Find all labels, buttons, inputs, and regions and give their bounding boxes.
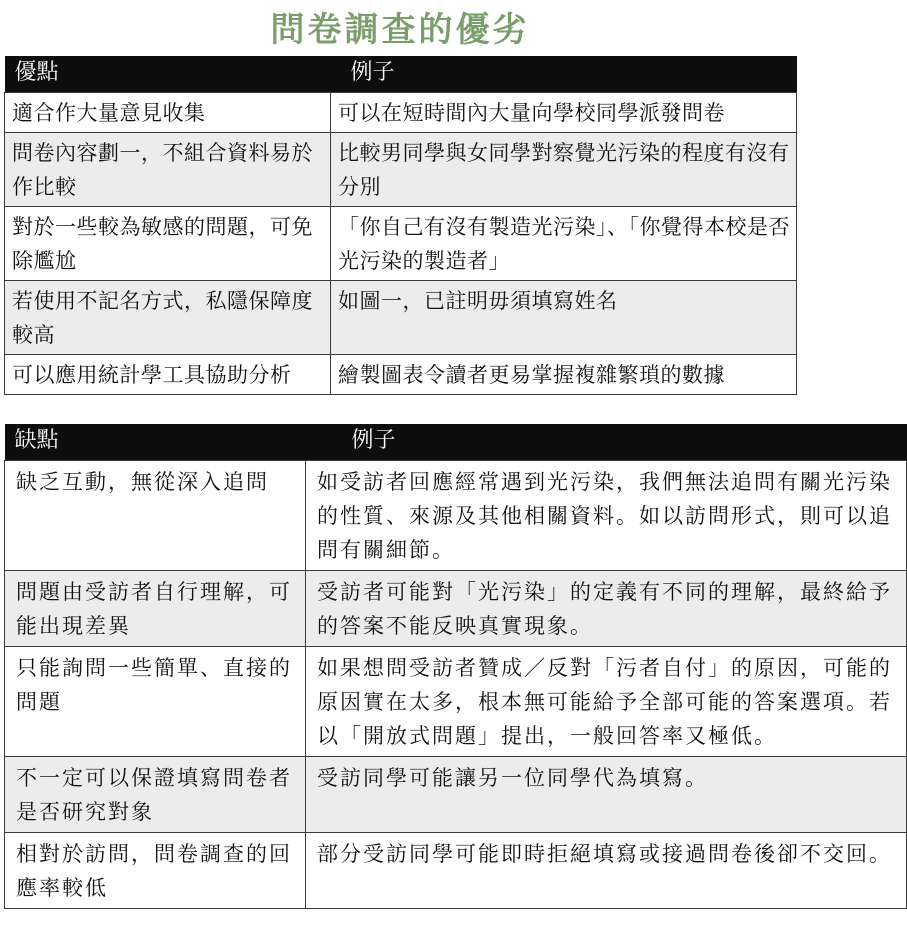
advantages-header-point: 優點 [5, 56, 331, 93]
disadvantage-point: 問題由受訪者自行理解，可能出現差異 [5, 571, 306, 647]
advantage-example: 繪製圖表令讀者更易掌握複雜繁瑣的數據 [331, 355, 797, 395]
table-row [5, 93, 797, 133]
disadvantage-point: 相對於訪問，問卷調查的回應率較低 [5, 833, 306, 909]
advantage-example: 比較男同學與女同學對察覺光污染的程度有沒有分別 [331, 133, 797, 207]
disadvantage-example: 如果想問受訪者贊成／反對「污者自付」的原因，可能的原因實在太多，根本無可能給予全部可能的答案選項。若以「開放式問題」提出，一般回答率又極低。 [306, 647, 907, 757]
disadvantage-example: 如受訪者回應經常遇到光污染，我們無法追問有關光污染的性質、來源及其他相關資料。如以訪問形式，則可以追問有關細節。 [306, 461, 907, 571]
disadvantages-header-point: 缺點 [5, 424, 306, 461]
advantage-point: 可以應用統計學工具協助分析 [5, 355, 331, 395]
advantage-point: 對於一些較為敏感的問題，可免除尷尬 [5, 207, 331, 281]
table-row [5, 207, 797, 281]
advantage-example: 可以在短時間內大量向學校同學派發問卷 [331, 93, 797, 133]
table-row [5, 571, 907, 647]
table-row [5, 281, 797, 355]
disadvantage-point: 只能詢問一些簡單、直接的問題 [5, 647, 306, 757]
disadvantages-header-row [5, 424, 907, 461]
disadvantage-example: 部分受訪同學可能即時拒絕填寫或接過問卷後卻不交回。 [306, 833, 907, 909]
table-row [5, 833, 907, 909]
disadvantages-header-example: 例子 [306, 424, 907, 461]
advantage-example: 如圖一，已註明毋須填寫姓名 [331, 281, 797, 355]
page-title: 問卷調查的優劣 [270, 10, 530, 50]
table-row [5, 757, 907, 833]
advantage-point: 問卷內容劃一，不組合資料易於作比較 [5, 133, 331, 207]
table-row [5, 133, 797, 207]
table-row [5, 647, 907, 757]
table-row [5, 461, 907, 571]
advantage-example: 「你自己有沒有製造光污染」、「你覺得本校是否光污染的製造者」 [331, 207, 797, 281]
disadvantage-point: 不一定可以保證填寫問卷者是否研究對象 [5, 757, 306, 833]
advantages-table [4, 56, 797, 395]
disadvantage-example: 受訪者可能對「光污染」的定義有不同的理解，最終給予的答案不能反映真實現象。 [306, 571, 907, 647]
advantage-point: 若使用不記名方式，私隱保障度較高 [5, 281, 331, 355]
disadvantages-table [4, 424, 907, 909]
advantages-header-row [5, 56, 797, 93]
disadvantage-point: 缺乏互動，無從深入追問 [5, 461, 306, 571]
disadvantage-example: 受訪同學可能讓另一位同學代為填寫。 [306, 757, 907, 833]
table-row [5, 355, 797, 395]
advantage-point: 適合作大量意見收集 [5, 93, 331, 133]
advantages-header-example: 例子 [331, 56, 797, 93]
